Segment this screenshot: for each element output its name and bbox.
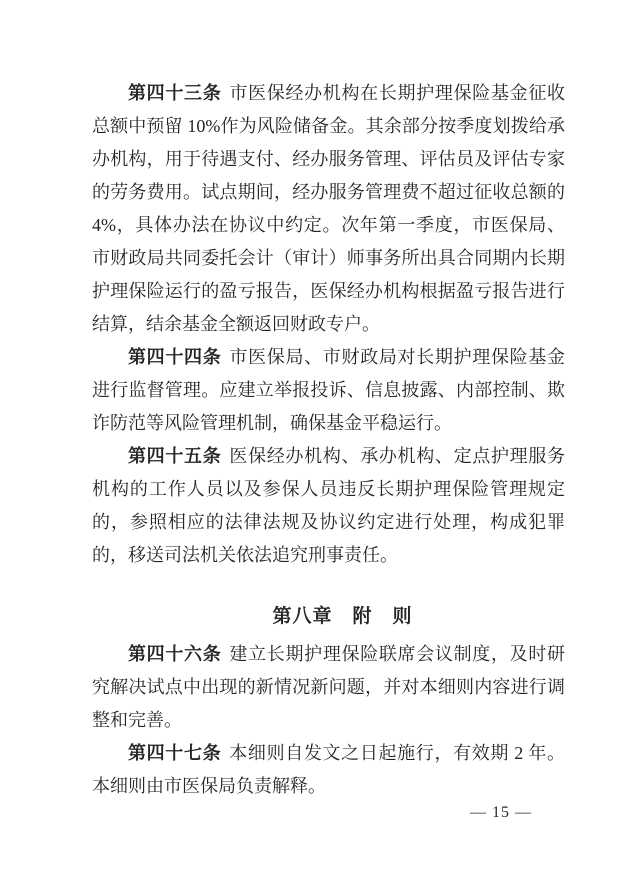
article-45-paragraph <box>92 440 565 572</box>
page-number: — 15 — <box>470 804 532 821</box>
article-43-paragraph <box>92 77 565 341</box>
article-45-number: 第四十五条 <box>128 446 222 466</box>
chapter-heading: 第八章 附 则 <box>272 606 413 627</box>
article-46-paragraph <box>92 638 565 737</box>
article-45-text: 医保经办机构、承办机构、定点护理服务机构的工作人员以及参保人员违反长期护理保险管理规定的，参照相应的法律法规及协议约定进行处理，构成犯罪的，移送司法机关依法追究刑事责任。 <box>92 446 566 565</box>
article-47-text: 本细则自发文之日起施行，有效期 2 年。本细则由市医保局负责解释。 <box>92 743 566 796</box>
page-content <box>92 77 565 803</box>
article-44-text: 市医保局、市财政局对长期护理保险基金进行监督管理。应建立举报投诉、信息披露、内部控制、欺诈防范等风险管理机制，确保基金平稳运行。 <box>92 347 566 433</box>
article-44-number: 第四十四条 <box>128 347 222 367</box>
article-43-number: 第四十三条 <box>128 83 222 103</box>
article-43-text: 市医保经办机构在长期护理保险基金征收总额中预留 10%作为风险储备金。其余部分按季度划拨给承办机构，用于待遇支付、经办服务管理、评估员及评估专家的劳务费用。试点期间，经办服务管理费不超过征收总额的 4%，具体办法在协议中约定。次年第一季度，市医保局、市财政局共同委托会计（审计）师事务所出具合同期内长期护理保险运行的盈亏报告，医保经办机构根据盈亏报告进行结算，结余基金全额返回财政专户。 <box>92 83 566 334</box>
article-46-text: 建立长期护理保险联席会议制度，及时研究解决试点中出现的新情况新问题，并对本细则内容进行调整和完善。 <box>92 644 566 730</box>
article-46-number: 第四十六条 <box>128 644 222 664</box>
article-44-paragraph <box>92 341 565 440</box>
article-47-paragraph <box>92 737 565 803</box>
article-47-number: 第四十七条 <box>128 743 222 763</box>
